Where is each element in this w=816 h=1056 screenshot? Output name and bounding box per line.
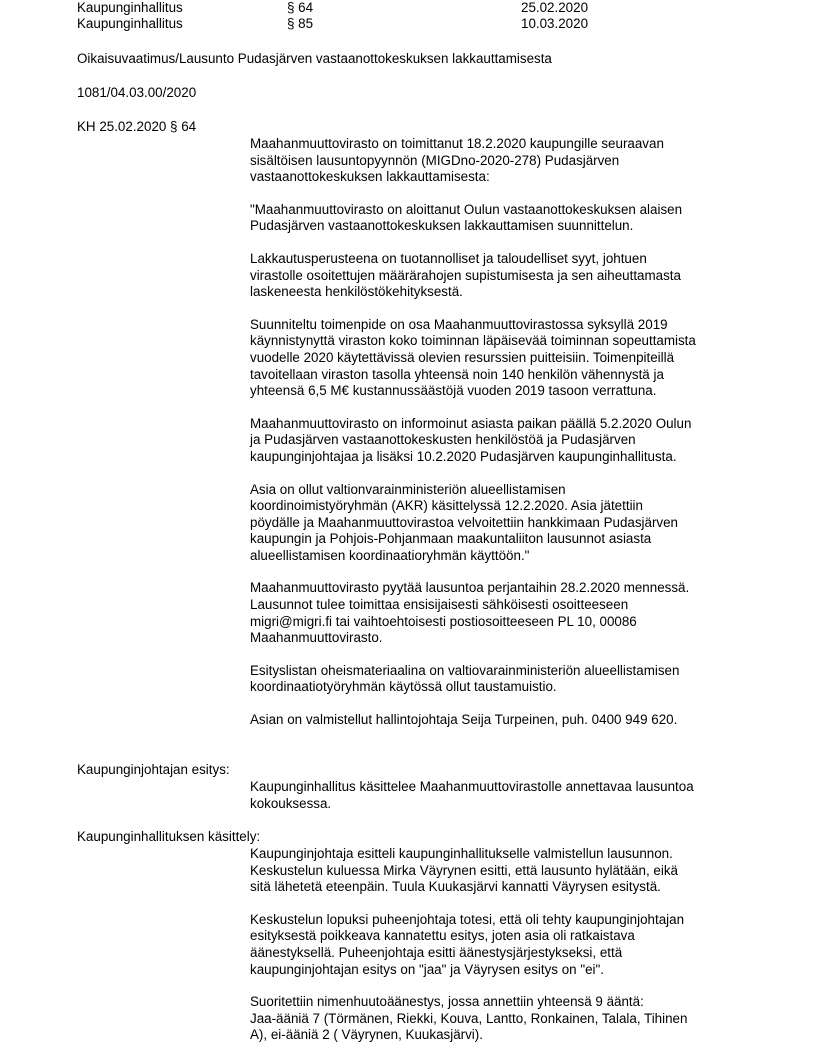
body-paragraph: Asia on ollut valtionvarainministeriön alueellistamisen koordinoimistyöryhmän (AKR) käsittelyssä 12.2.2020. Asia jätettiin pöydälle ja Maahanmuuttovirastoa velvoitettiin hankkimaan Pudasjärven kaupungin ja Pohjois-Pohjanmaan maakuntaliiton lausunnot asiasta alueellistamisen koordinaatioryhmän käyttöön." bbox=[250, 481, 679, 563]
body-section bbox=[250, 136, 770, 729]
body-paragraph: Asian on valmistellut hallintojohtaja Seija Turpeinen, puh. 0400 949 620. bbox=[250, 712, 678, 728]
handling-paragraph: Suoritettiin nimenhuutoäänestys, jossa annettiin yhteensä 9 ääntä: Jaa-ääniä 7 (Törmänen, Riekki, Kouva, Lantto, Ronkainen, Talala, Tihinen A), ei-ääniä 2 ( Väyrynen, Kuukasjärvi). bbox=[250, 994, 688, 1043]
body-paragraph: Maahanmuuttovirasto on toimittanut 18.2.2020 kaupungille seuraavan sisältöisen lausuntopyynnön (MIGDno-2020-278) Pudasjärven vastaanottokeskuksen lakkauttamisesta: bbox=[250, 136, 664, 185]
proposal-section bbox=[250, 779, 770, 812]
header-section-1: § 64 bbox=[287, 0, 314, 15]
body-paragraph: Esityslistan oheismateriaalina on valtiovarainministeriön alueellistamisen koordinaatiotyöryhmän käytössä ollut taustamuistio. bbox=[250, 662, 680, 695]
proposal-label: Kaupunginjohtajan esitys: bbox=[77, 762, 230, 777]
body-paragraph: Maahanmuuttovirasto on informoinut asiasta paikan päällä 5.2.2020 Oulun ja Pudasjärven vastaanottokeskusten henkilöstöä ja Pudasjärven kaupunginjohtajaa ja lisäksi 10.2.2020 Pudasjärven kaupunginhallitusta. bbox=[250, 415, 692, 464]
header-section-2: § 85 bbox=[287, 16, 314, 31]
handling-paragraph: Keskustelun lopuksi puheenjohtaja totesi, että oli tehty kaupunginjohtajan esityksestä poikkeava kannatettu esitys, joten asia oli ratkaistava äänestyksellä. Puheenjohtaja esitti äänestysjärjestykseksi, että kaupunginjohtajan esitys on "jaa" ja Väyrysen esitys on "ei". bbox=[250, 911, 685, 977]
body-paragraph: Suunniteltu toimenpide on osa Maahanmuuttovirastossa syksyllä 2019 käynnistynyttä viraston koko toiminnan läpäisevää toiminnan sopeuttamista vuodelle 2020 käytettävissä olevien resurssien puitteisiin. Toimenpiteillä tavoitellaan viraston tasolla yhteensä noin 140 henkilön vähennystä ja yhteensä 6,5 M€ kustannussäästöjä vuoden 2019 tasoon verrattuna. bbox=[250, 316, 696, 399]
header-date-1: 25.02.2020 bbox=[521, 0, 589, 15]
body-paragraph: "Maahanmuuttovirasto on aloittanut Oulun vastaanottokeskuksen alaisen Pudasjärven vastaanottokeskuksen lakkauttamisen suunnittelun. bbox=[250, 201, 683, 234]
diary-reference: 1081/04.03.00/2020 bbox=[77, 85, 197, 100]
body-paragraph: Lakkautusperusteena on tuotannolliset ja taloudelliset syyt, johtuen virastolle osoitettujen määrärahojen supistumisesta ja sen aiheuttamasta laskeneesta henkilöstökehityksestä. bbox=[250, 250, 681, 300]
handling-paragraph: Kaupunginjohtaja esitteli kaupunginhallitukselle valmistellun lausunnon. Keskustelun kuluessa Mirka Väyrynen esitti, että lausunto hylätään, eikä sitä lähetetä eteenpäin. Tuula Kuukasjärvi kannatti Väyrysen esitystä. bbox=[250, 846, 678, 895]
body-paragraph: Maahanmuuttovirasto pyytää lausuntoa perjantaihin 28.2.2020 mennessä. Lausunnot tulee toimittaa ensisijaisesti sähköisesti osoitteeseen migri@migri.fi tai vaihtoehtoisesti postiosoitteeseen PL 10, 00086 Maahanmuuttovirasto. bbox=[250, 580, 690, 646]
meeting-reference: KH 25.02.2020 § 64 bbox=[77, 119, 197, 134]
header-body-1: Kaupunginhallitus bbox=[77, 0, 183, 15]
document-title: Oikaisuvaatimus/Lausunto Pudasjärven vastaanottokeskuksen lakkauttamisesta bbox=[77, 51, 552, 66]
handling-label: Kaupunginhallituksen käsittely: bbox=[77, 829, 261, 844]
header-date-2: 10.03.2020 bbox=[521, 16, 589, 31]
proposal-text: Kaupunginhallitus käsittelee Maahanmuuttovirastolle annettavaa lausuntoa kokouksessa. bbox=[250, 779, 694, 811]
header-body-2: Kaupunginhallitus bbox=[77, 16, 183, 31]
handling-section bbox=[250, 846, 770, 1044]
